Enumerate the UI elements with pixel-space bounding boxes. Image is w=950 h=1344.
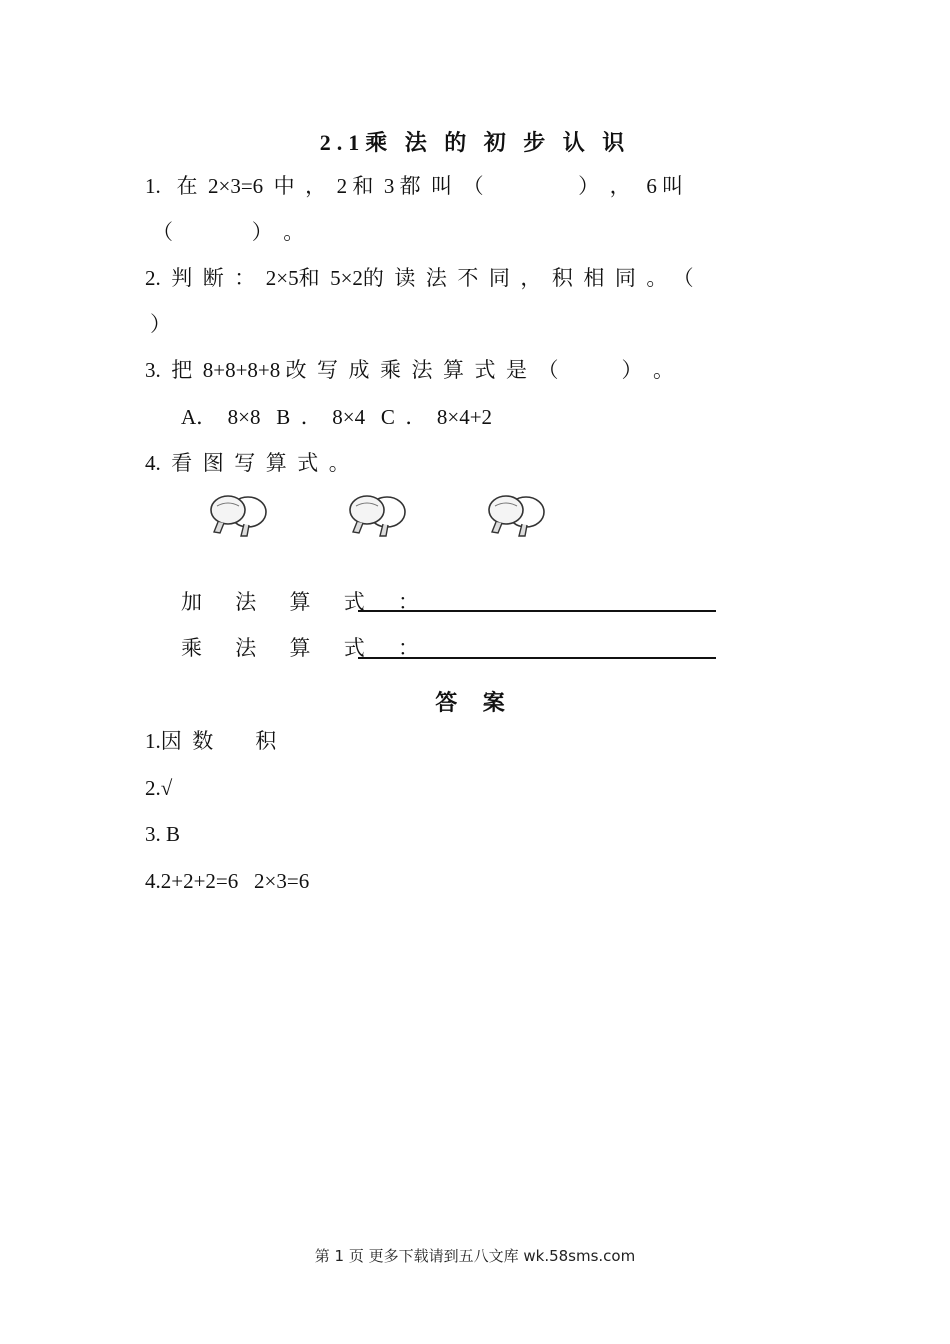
page-footer: 第 1 页 更多下载请到五八文库 wk.58sms.com	[314, 1247, 636, 1265]
ping-pong-paddles-icon	[486, 492, 548, 538]
question-2-line-2: ）	[150, 312, 171, 336]
answer-2: 2.√	[145, 776, 173, 800]
question-3-options: A． 8×8 B ． 8×4 C ． 8×4+2	[181, 405, 493, 429]
ping-pong-paddles-icon	[347, 492, 409, 538]
multiplication-formula-blank[interactable]	[358, 657, 716, 659]
answer-3: 3. B	[145, 822, 181, 846]
question-1-line-1: 1. 在 2×3=6 中 ， 2 和 3 都 叫 （ ） ， 6 叫	[145, 174, 684, 198]
page-title: 2.1乘 法 的 初 步 认 识	[319, 130, 631, 155]
answer-4: 4.2+2+2=6 2×3=6	[145, 869, 310, 893]
answer-1: 1.因 数 积	[145, 729, 277, 753]
addition-formula-blank[interactable]	[358, 610, 716, 612]
question-1-line-2: （ ） 。	[152, 220, 305, 244]
multiplication-formula-label: 乘 法 算 式 ：	[181, 636, 433, 660]
question-4-line-1: 4. 看 图 写 算 式 。	[145, 451, 350, 475]
question-2-line-1: 2. 判 断 ： 2×5和 5×2的 读 法 不 同 ， 积 相 同 。 （	[145, 266, 694, 290]
addition-formula-label: 加 法 算 式 ：	[181, 590, 433, 614]
ping-pong-paddles-icon	[208, 492, 270, 538]
question-3-line-1: 3. 把 8+8+8+8 改 写 成 乘 法 算 式 是 （ ） 。	[145, 358, 675, 382]
answers-title: 答 案	[435, 690, 515, 715]
